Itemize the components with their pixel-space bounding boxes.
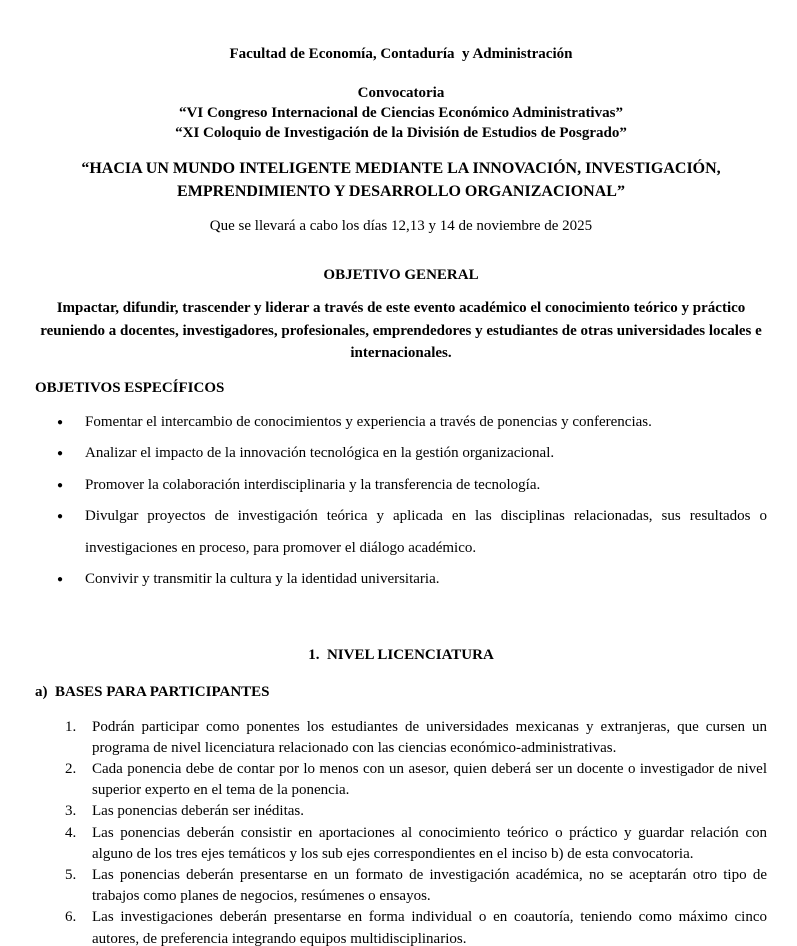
item-text: Las ponencias deberán consistir en aportaciones al conocimiento teórico o práctico y guardar relación con alguno de los tres ejes temáticos y los sub ejes correspondientes en el inciso b) de esta convocatoria.	[92, 824, 767, 862]
bases-para-participantes-heading: a) BASES PARA PARTICIPANTES	[35, 683, 270, 700]
bullet-icon: ●	[57, 574, 64, 585]
list-item	[57, 438, 767, 470]
item-number: 1.	[65, 718, 77, 735]
objetivos-especificos-heading: OBJETIVOS ESPECÍFICOS	[35, 379, 225, 396]
list-item	[57, 407, 767, 439]
bullet-icon: ●	[57, 448, 64, 459]
list-item-text: Promover la colaboración interdisciplinaria y la transferencia de tecnología.	[85, 476, 541, 493]
numbered-list-item	[65, 907, 767, 946]
objetivo-general-body: Impactar, difundir, trascender y liderar a través de este evento académico el conocimiento teórico y práctico reuniendo a docentes, investigadores, profesionales, emprendedores y estudiantes de otras universidades locales e internacionales.	[40, 300, 762, 361]
numbered-list-item	[65, 759, 767, 801]
item-text: Cada ponencia debe de contar por lo menos con un asesor, quien deberá ser un docente o investigador de nivel superior experto en el tema de la ponencia.	[92, 760, 767, 799]
item-text: Podrán participar como ponentes los estudiantes de universidades mexicanas y extranjeras, que cursen un programa de nivel licenciatura relacionado con las ciencias económico-administrativas.	[92, 718, 767, 756]
item-text: Las ponencias deberán presentarse en un formato de investigación académica, no se aceptarán otro tipo de trabajos como planes de negocios, resúmenes o ensayos.	[92, 866, 767, 905]
list-item-text: Divulgar proyectos de investigación teórica y aplicada en las disciplinas relacionadas, sus resultados o investigaciones en proceso, para promover el diálogo académico.	[85, 508, 767, 556]
bases-list	[65, 717, 767, 946]
list-item	[57, 470, 767, 502]
list-item-text: Analizar el impacto de la innovación tecnológica en la gestión organizacional.	[85, 445, 555, 461]
item-text: Las ponencias deberán ser inéditas.	[92, 803, 304, 820]
item-number: 5.	[65, 866, 77, 883]
numbered-list-item	[65, 865, 767, 907]
objetivos-especificos-list	[35, 407, 767, 596]
item-number: 3.	[65, 803, 77, 820]
bullet-icon: ●	[57, 416, 64, 428]
bullet-icon: ●	[57, 511, 64, 522]
item-text: Las investigaciones deberán presentarse en forma individual o en coautoría, teniendo como máximo cinco autores, de preferencia integrando equipos multidisciplinarios.	[92, 909, 767, 946]
numbered-list-item	[65, 717, 767, 759]
event-theme-title: “HACIA UN MUNDO INTELIGENTE MEDIANTE LA INNOVACIÓN, INVESTIGACIÓN, EMPRENDIMIENTO Y DESARROLLO ORGANIZACIONAL”	[81, 160, 721, 200]
colloquium-title: “XI Coloquio de Investigación de la División de Estudios de Posgrado”	[175, 125, 627, 141]
item-number: 4.	[65, 824, 77, 841]
congress-title: “VI Congreso Internacional de Ciencias Económico Administrativas”	[179, 105, 623, 121]
objetivo-general-heading: OBJETIVO GENERAL	[323, 267, 479, 283]
list-item-text: Fomentar el intercambio de conocimientos y experiencia a través de ponencias y conferencias.	[85, 413, 652, 430]
numbered-list-item	[65, 801, 767, 822]
nivel-licenciatura-heading: 1. NIVEL LICENCIATURA	[308, 646, 494, 663]
item-number: 2.	[65, 760, 77, 777]
item-number: 6.	[65, 909, 77, 926]
event-dates-line: Que se llevará a cabo los días 12,13 y 14 de noviembre de 2025	[209, 218, 593, 234]
convocatoria-label: Convocatoria	[357, 85, 445, 101]
list-item	[57, 501, 767, 564]
numbered-list-item	[65, 823, 767, 865]
faculty-title: Facultad de Economía, Contaduría y Administración	[229, 46, 573, 62]
list-item	[57, 564, 767, 596]
bullet-icon: ●	[57, 479, 64, 491]
list-item-text: Convivir y transmitir la cultura y la identidad universitaria.	[85, 571, 440, 587]
